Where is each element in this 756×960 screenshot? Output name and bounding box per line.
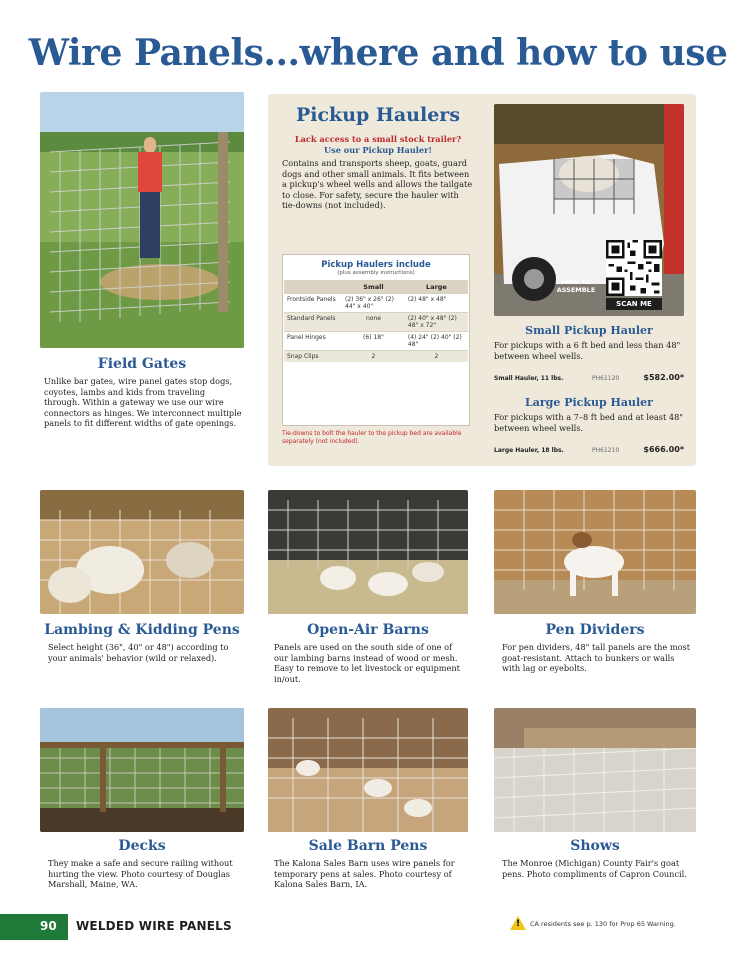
table-subtitle: (plus assembly instructions) xyxy=(337,270,415,276)
table-cell: Snap Clips xyxy=(284,351,342,363)
page-title: Wire Panels...where and how to use xyxy=(28,32,728,74)
warning-icon-mark: ! xyxy=(516,919,521,929)
table-header: Small xyxy=(342,281,405,294)
pickup-question: Lack access to a small stock trailer? xyxy=(294,134,462,144)
table-cell: (6) 18" xyxy=(342,332,405,351)
large-hauler-price: $666.00* xyxy=(643,445,684,454)
table-row xyxy=(284,294,468,313)
table-cell: (2) 40" x 48" (2) 48" x 72" xyxy=(405,313,468,332)
large-hauler-title: Large Pickup Hauler xyxy=(525,396,653,409)
field-gates-title: Field Gates xyxy=(97,356,187,372)
sale-barn-pens-body: The Kalona Sales Barn uses wire panels for temporary pens at sales. Photo courtesy of Kalona Sales Barn, IA. xyxy=(274,858,455,889)
table-cell: 2 xyxy=(342,351,405,363)
prop65-warning xyxy=(510,915,696,935)
open-air-barns-photo xyxy=(268,490,468,614)
table-header xyxy=(284,281,342,294)
page-number: 90 xyxy=(40,919,57,933)
lambing-pens-photo xyxy=(40,490,244,614)
warning-text: CA residents see p. 130 for Prop 65 Warning. xyxy=(530,920,676,928)
pickup-body: Contains and transports sheep, goats, guard dogs and other small animals. It fits between a pickup's wheel wells and allows the tailgate to close. For safety, secure the hauler with tie-downs (not included). xyxy=(282,158,473,210)
pickup-haulers-title: Pickup Haulers xyxy=(295,104,461,126)
footer-tab xyxy=(0,914,68,940)
lambing-pens-body: Select height (36", 40" or 48") according to your animals' behavior (wild or relaxed). xyxy=(48,642,229,663)
shows-photo xyxy=(494,708,696,832)
large-hauler-body: For pickups with a 7–8 ft bed and at least 48" between wheel wells. xyxy=(494,412,684,433)
pickup-answer: Use our Pickup Hauler! xyxy=(323,145,433,155)
table-row xyxy=(284,332,468,351)
table-row xyxy=(284,351,468,363)
pickup-haulers-table xyxy=(282,254,470,426)
table-cell: 2 xyxy=(405,351,468,363)
table-cell: (4) 24" (2) 40" (2) 48" xyxy=(405,332,468,351)
open-air-barns-title: Open-Air Barns xyxy=(307,622,429,638)
table-cell: Frontside Panels xyxy=(284,294,342,313)
shows-body: The Monroe (Michigan) County Fair's goat pens. Photo compliments of Capron Council. xyxy=(502,858,687,879)
small-hauler-body: For pickups with a 6 ft bed and less than 48" between wheel wells. xyxy=(494,340,681,361)
field-gate-photo xyxy=(40,92,244,348)
table-header: Large xyxy=(405,281,468,294)
how-to-assemble-label: HOW TO ASSEMBLE xyxy=(556,278,596,294)
open-air-barns-body: Panels are used on the south side of one of our lambing barns instead of wood or mesh. Easy to remove to let livestock or equipment in/out. xyxy=(274,642,460,684)
field-gates-body: Unlike bar gates, wire panel gates stop dogs, coyotes, lambs and kids from traveling through. Within a gateway we use our wire connectors as hinges. We interconnect multiple panels to fit different widths of gate openings. xyxy=(44,376,242,428)
footer-section-label: WELDED WIRE PANELS xyxy=(76,919,232,933)
lambing-pens-title: Lambing & Kidding Pens xyxy=(44,622,240,638)
sale-barn-pens-photo xyxy=(268,708,468,832)
sale-barn-pens-title: Sale Barn Pens xyxy=(308,838,428,854)
pen-dividers-photo xyxy=(494,490,696,614)
decks-photo xyxy=(40,708,244,832)
large-hauler-label: Large Hauler, 18 lbs. xyxy=(494,447,564,454)
small-hauler-price: $582.00* xyxy=(643,373,684,382)
table-title: Pickup Haulers include xyxy=(321,260,431,270)
small-hauler-title: Small Pickup Hauler xyxy=(525,324,653,337)
table-cell: (2) 48" x 48" xyxy=(405,294,468,313)
pen-dividers-title: Pen Dividers xyxy=(545,622,645,638)
decks-body: They make a safe and secure railing without hurting the view. Photo courtesy of Douglas Marshall, Maine, WA. xyxy=(48,858,233,889)
small-hauler-code: PH61120 xyxy=(592,375,620,382)
pen-dividers-body: For pen dividers, 48" tall panels are the most goat-resistant. Attach to bunkers or walls with lag or eyebolts. xyxy=(502,642,691,673)
scan-me-label: SCAN ME xyxy=(606,298,662,310)
table-cell: Standard Panels xyxy=(284,313,342,332)
large-hauler-price-row xyxy=(494,447,684,454)
table-cell: Panel Hinges xyxy=(284,332,342,351)
table-row xyxy=(284,313,468,332)
large-hauler-code: PH61210 xyxy=(592,447,620,454)
qr-code[interactable] xyxy=(606,240,662,296)
table-cell: none xyxy=(342,313,405,332)
small-hauler-label: Small Hauler, 11 lbs. xyxy=(494,375,564,382)
shows-title: Shows xyxy=(570,838,620,854)
small-hauler-price-row xyxy=(494,375,684,382)
table-cell: (2) 36" x 26" (2) 44" x 40" xyxy=(342,294,405,313)
decks-title: Decks xyxy=(118,838,166,854)
table-note: Tie-downs to bolt the hauler to the pickup bed are available separately (not included). xyxy=(282,430,462,445)
